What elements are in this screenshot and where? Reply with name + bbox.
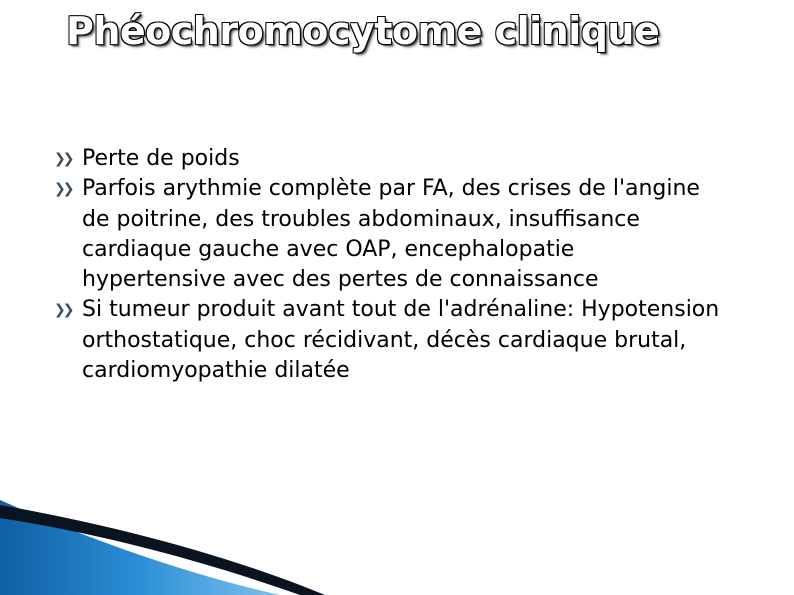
bullet-text: Perte de poids	[82, 146, 240, 171]
double-chevron-right-icon: ❯❯	[54, 181, 72, 198]
bullet-list	[0, 144, 722, 386]
double-chevron-right-icon: ❯❯	[54, 302, 72, 319]
bullet-item	[0, 295, 722, 386]
bullet-text: Si tumeur produit avant tout de l'adrénaline: Hypotension orthostatique, choc récidivant, décès cardiaque brutal, cardiomyopathie dilatée	[82, 297, 720, 384]
bullet-item	[0, 144, 722, 174]
bullet-item	[0, 174, 722, 295]
double-chevron-right-icon: ❯❯	[54, 151, 72, 167]
bullet-text: Parfois arythmie complète par FA, des crises de l'angine de poitrine, des troubles abdominaux, insuffisance cardiaque gauche avec OAP, encephalopatie hypertensive avec des pertes de connaissance	[82, 176, 700, 293]
slide-title: Phéochromocytome clinique	[66, 9, 660, 53]
